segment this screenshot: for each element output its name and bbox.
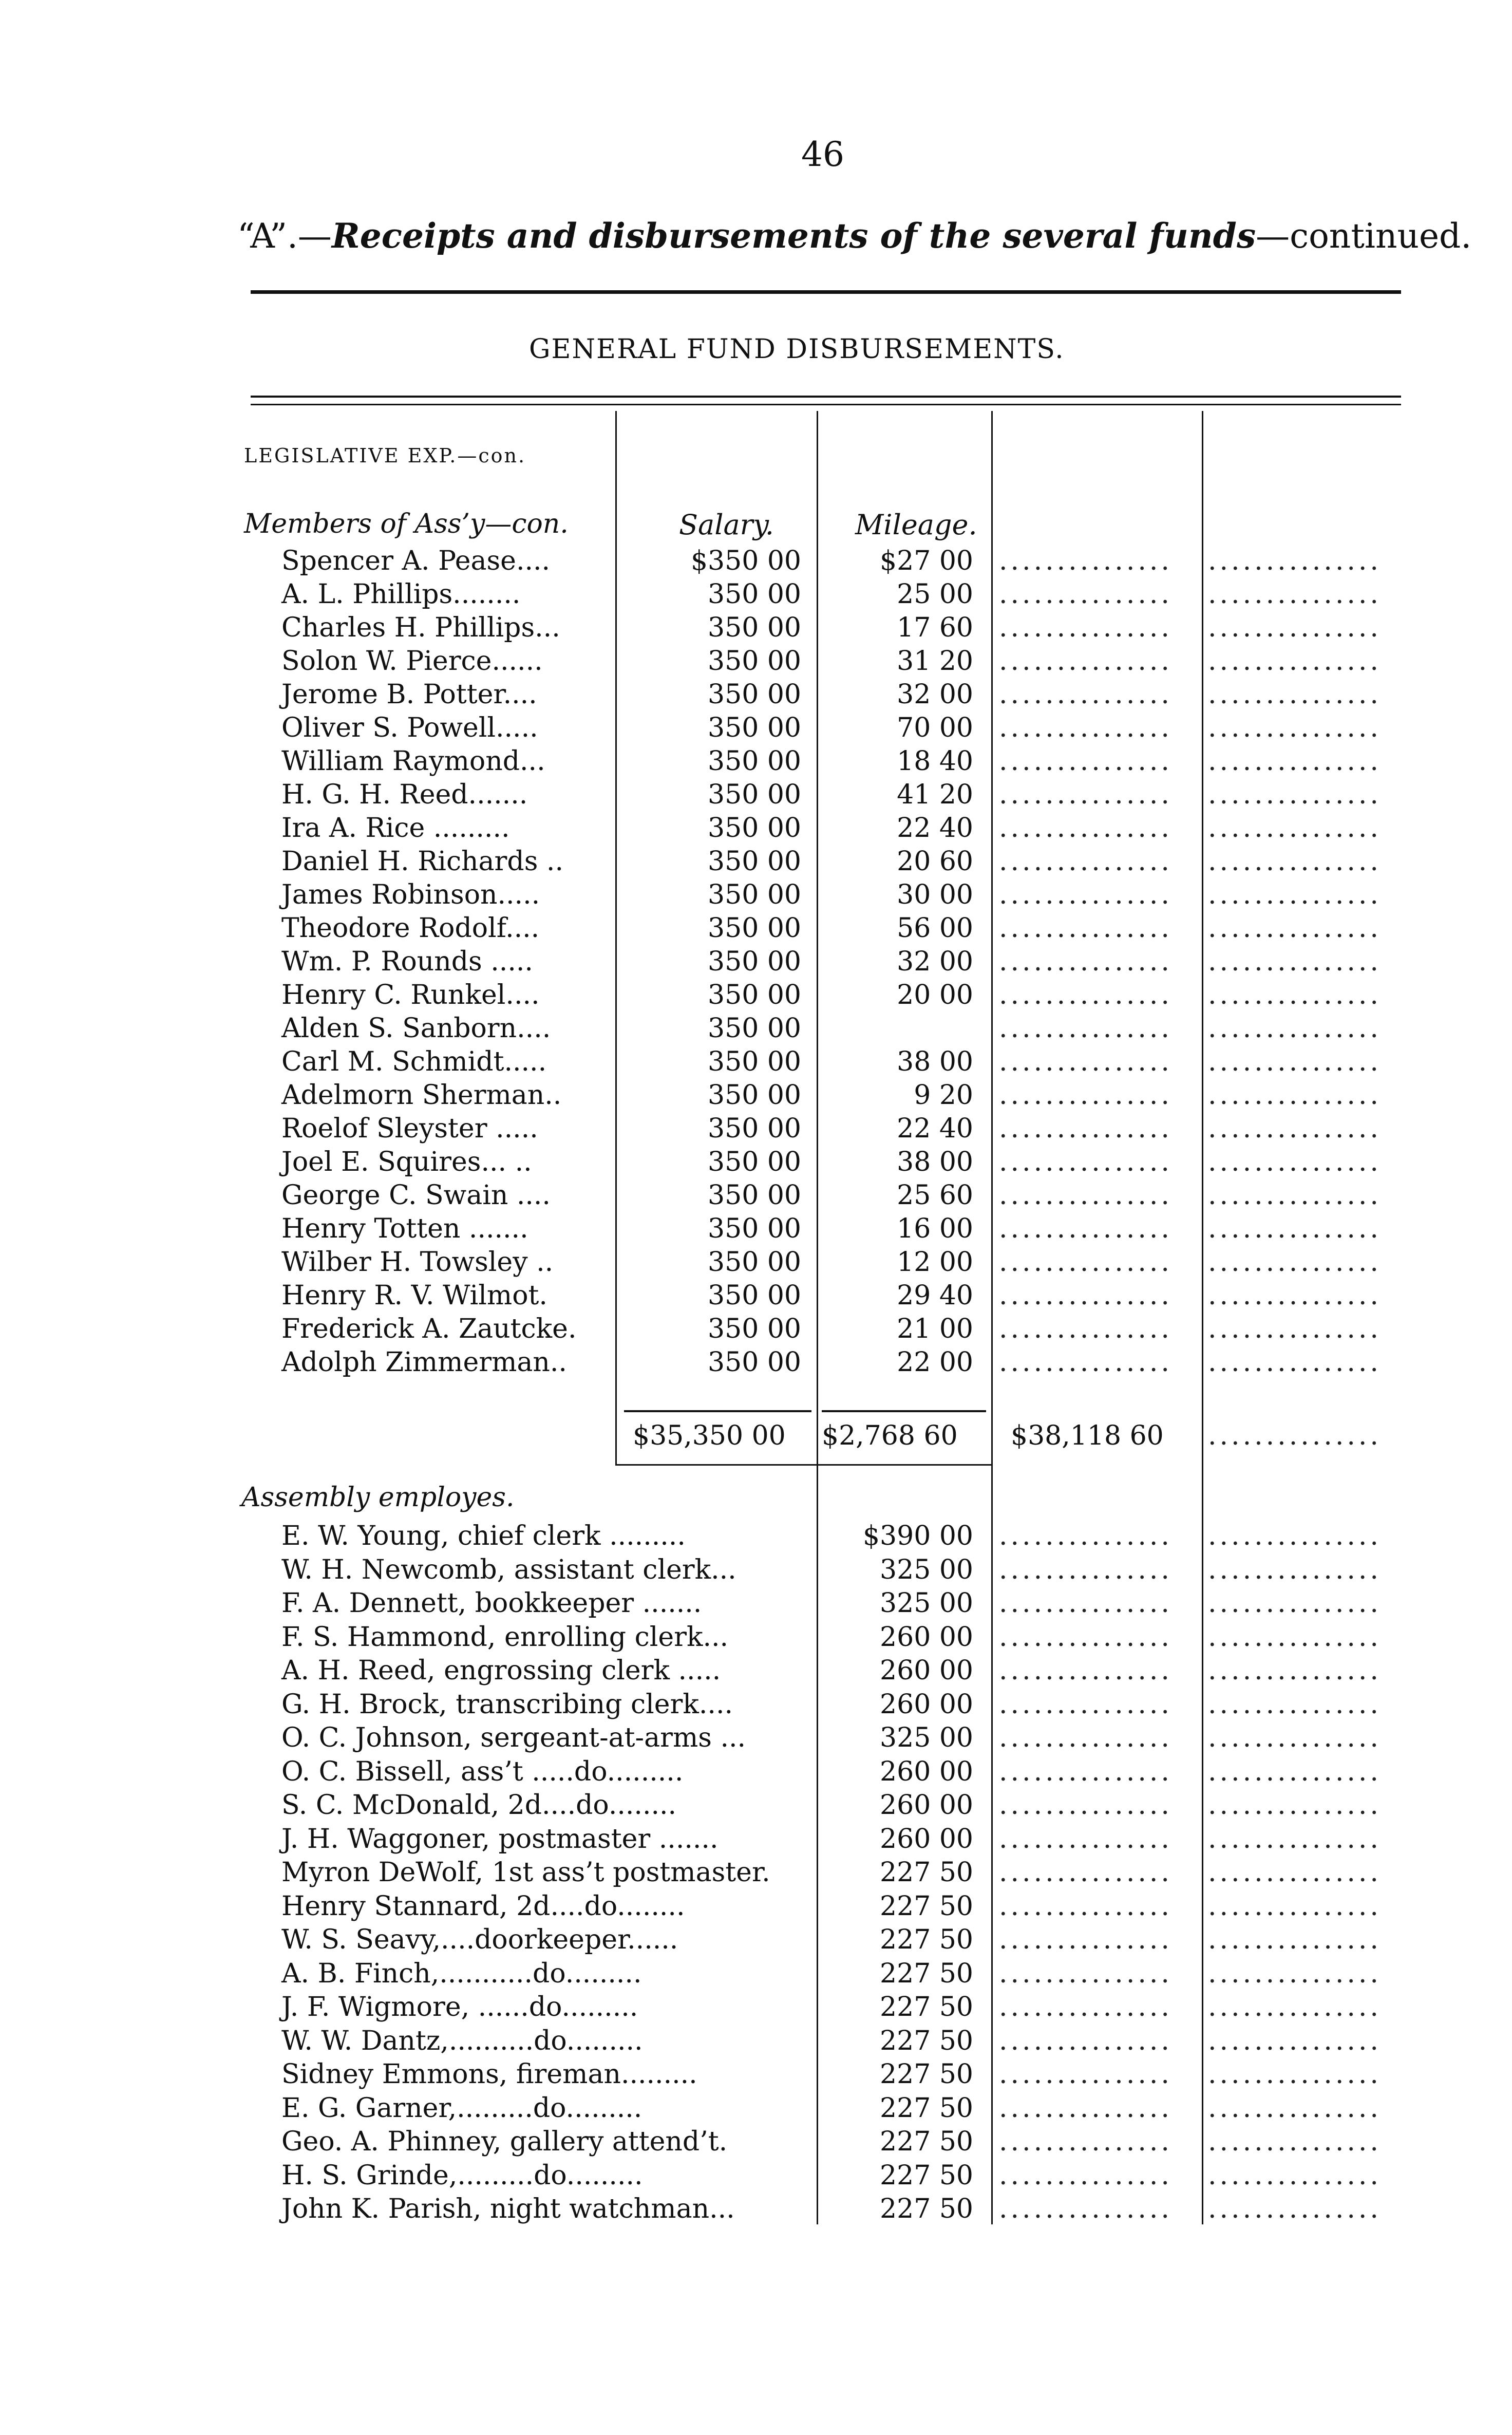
member-mileage: 9 20 xyxy=(914,1080,973,1111)
member-name: A. L. Phillips........ xyxy=(281,579,521,610)
member-name: Carl M. Schmidt..... xyxy=(281,1046,547,1077)
leader-dots: ............... xyxy=(1208,1655,1382,1686)
member-salary: 350 00 xyxy=(708,1247,801,1278)
leader-dots: ............... xyxy=(1208,646,1382,677)
leader-dots: ............... xyxy=(999,1213,1173,1244)
leader-dots: ............... xyxy=(999,1280,1173,1311)
page-number: 46 xyxy=(801,135,844,174)
employee-name: S. C. McDonald, 2d....do........ xyxy=(281,1790,677,1821)
member-name: Spencer A. Pease.... xyxy=(281,546,551,576)
leader-dots: ............... xyxy=(1208,1790,1382,1821)
member-mileage: 12 00 xyxy=(897,1247,973,1278)
member-name: George C. Swain .... xyxy=(281,1180,551,1211)
member-name: H. G. H. Reed....... xyxy=(281,779,528,810)
employee-name: J. H. Waggoner, postmaster ....... xyxy=(281,1824,719,1855)
employee-amount: 227 50 xyxy=(880,2059,973,2090)
leader-dots: ............... xyxy=(999,1588,1173,1619)
member-salary: $350 00 xyxy=(690,546,801,576)
member-mileage: 22 40 xyxy=(897,813,973,844)
leader-dots: ............... xyxy=(1208,1180,1382,1211)
member-salary: 350 00 xyxy=(708,1280,801,1311)
member-mileage: $27 00 xyxy=(880,546,973,576)
employee-amount: 260 00 xyxy=(880,1622,973,1653)
leader-dots: ............... xyxy=(1208,1722,1382,1753)
employee-name: F. A. Dennett, bookkeeper ....... xyxy=(281,1588,702,1619)
section-rule-top xyxy=(251,396,1401,398)
leader-dots: ............... xyxy=(1208,546,1382,576)
leader-dots: ............... xyxy=(999,612,1173,643)
leader-dots: ............... xyxy=(1208,1280,1382,1311)
member-salary: 350 00 xyxy=(708,913,801,944)
employee-name: Henry Stannard, 2d....do........ xyxy=(281,1891,685,1922)
leader-dots: ............... xyxy=(999,2026,1173,2056)
member-mileage: 32 00 xyxy=(897,679,973,710)
member-salary: 350 00 xyxy=(708,1113,801,1144)
employee-name: J. F. Wigmore, ......do......... xyxy=(281,1992,638,2022)
leader-dots: ............... xyxy=(999,1857,1173,1888)
section-title: GENERAL FUND DISBURSEMENTS. xyxy=(529,334,1065,365)
employee-amount: 260 00 xyxy=(880,1655,973,1686)
leader-dots: ............... xyxy=(1208,713,1382,743)
leader-dots: ............... xyxy=(1208,1013,1382,1044)
employee-amount: 227 50 xyxy=(880,1891,973,1922)
employee-name: A. B. Finch,...........do......... xyxy=(281,1958,642,1989)
leader-dots: ............... xyxy=(999,1958,1173,1989)
column-rule-1 xyxy=(615,411,617,1464)
member-name: Roelof Sleyster ..... xyxy=(281,1113,538,1144)
total-leader-dots: ............... xyxy=(1208,1420,1382,1451)
leader-dots: ............... xyxy=(999,1622,1173,1653)
employee-name: A. H. Reed, engrossing clerk ..... xyxy=(281,1655,721,1686)
leader-dots: ............... xyxy=(1208,1247,1382,1278)
member-salary: 350 00 xyxy=(708,1314,801,1344)
leader-dots: ............... xyxy=(999,2059,1173,2090)
member-mileage: 56 00 xyxy=(897,913,973,944)
member-name: Daniel H. Richards .. xyxy=(281,846,563,877)
member-salary: 350 00 xyxy=(708,1013,801,1044)
leader-dots: ............... xyxy=(1208,679,1382,710)
leader-dots: ............... xyxy=(999,1180,1173,1211)
member-name: Theodore Rodolf.... xyxy=(281,913,540,944)
leader-dots: ............... xyxy=(1208,746,1382,777)
leader-dots: ............... xyxy=(1208,1689,1382,1720)
employee-name: E. G. Garner,.........do......... xyxy=(281,2093,642,2124)
running-title xyxy=(237,216,1471,256)
leader-dots: ............... xyxy=(999,1722,1173,1753)
column-rule-2 xyxy=(817,411,818,2224)
member-salary: 350 00 xyxy=(708,1213,801,1244)
member-mileage: 25 60 xyxy=(897,1180,973,1211)
leader-dots: ............... xyxy=(999,1554,1173,1585)
leader-dots: ............... xyxy=(999,1113,1173,1144)
member-salary: 350 00 xyxy=(708,646,801,677)
employee-amount: 227 50 xyxy=(880,1958,973,1989)
leader-dots: ............... xyxy=(999,1891,1173,1922)
leader-dots: ............... xyxy=(1208,980,1382,1010)
member-mileage: 16 00 xyxy=(897,1213,973,1244)
member-mileage: 20 60 xyxy=(897,846,973,877)
leader-dots: ............... xyxy=(999,1013,1173,1044)
member-mileage: 22 40 xyxy=(897,1113,973,1144)
salary-total-rule xyxy=(624,1410,811,1412)
member-name: Charles H. Phillips... xyxy=(281,612,560,643)
employees-label: Assembly employes. xyxy=(241,1482,515,1513)
leader-dots: ............... xyxy=(1208,1314,1382,1344)
member-salary: 350 00 xyxy=(708,946,801,977)
employee-amount: 260 00 xyxy=(880,1689,973,1720)
member-name: Henry C. Runkel.... xyxy=(281,980,540,1010)
column-rule-3 xyxy=(991,411,993,2224)
sub-heading: LEGISLATIVE EXP.—con. xyxy=(244,444,526,467)
employee-name: Sidney Emmons, fireman......... xyxy=(281,2059,697,2090)
employee-amount: 227 50 xyxy=(880,2026,973,2056)
leader-dots: ............... xyxy=(999,1924,1173,1955)
leader-dots: ............... xyxy=(1208,1588,1382,1619)
member-salary: 350 00 xyxy=(708,679,801,710)
member-name: Oliver S. Powell..... xyxy=(281,713,538,743)
mileage-total: $2,768 60 xyxy=(822,1420,958,1451)
leader-dots: ............... xyxy=(1208,779,1382,810)
leader-dots: ............... xyxy=(999,1824,1173,1855)
title-suffix: —continued. xyxy=(1256,216,1472,256)
leader-dots: ............... xyxy=(1208,1891,1382,1922)
leader-dots: ............... xyxy=(999,2160,1173,2191)
member-mileage: 30 00 xyxy=(897,879,973,910)
member-mileage: 70 00 xyxy=(897,713,973,743)
member-name: Adelmorn Sherman.. xyxy=(281,1080,562,1111)
employee-name: O. C. Bissell, ass’t .....do......... xyxy=(281,1756,684,1787)
member-mileage: 29 40 xyxy=(897,1280,973,1311)
employee-amount: 227 50 xyxy=(880,2093,973,2124)
leader-dots: ............... xyxy=(999,579,1173,610)
leader-dots: ............... xyxy=(999,1992,1173,2022)
member-name: William Raymond... xyxy=(281,746,545,777)
leader-dots: ............... xyxy=(1208,1521,1382,1551)
leader-dots: ............... xyxy=(999,946,1173,977)
leader-dots: ............... xyxy=(1208,1213,1382,1244)
leader-dots: ............... xyxy=(1208,2093,1382,2124)
combined-total: $38,118 60 xyxy=(1011,1420,1164,1451)
employee-name: W. W. Dantz,..........do......... xyxy=(281,2026,643,2056)
leader-dots: ............... xyxy=(1208,913,1382,944)
leader-dots: ............... xyxy=(999,1347,1173,1378)
section-rule-bottom xyxy=(251,404,1401,405)
member-mileage: 18 40 xyxy=(897,746,973,777)
employee-amount: 227 50 xyxy=(880,1992,973,2022)
mileage-header: Mileage. xyxy=(855,509,977,541)
column-rule-4 xyxy=(1202,411,1203,2224)
member-salary: 350 00 xyxy=(708,846,801,877)
employee-amount: 325 00 xyxy=(880,1588,973,1619)
member-name: Wilber H. Towsley .. xyxy=(281,1247,554,1278)
employee-name: Myron DeWolf, 1st ass’t postmaster. xyxy=(281,1857,770,1888)
title-italic: Receipts and disbursements of the several funds xyxy=(331,216,1256,256)
leader-dots: ............... xyxy=(1208,2026,1382,2056)
leader-dots: ............... xyxy=(999,813,1173,844)
employee-name: Geo. A. Phinney, gallery attend’t. xyxy=(281,2126,728,2157)
leader-dots: ............... xyxy=(1208,1554,1382,1585)
member-salary: 350 00 xyxy=(708,1347,801,1378)
member-mileage: 38 00 xyxy=(897,1147,973,1177)
leader-dots: ............... xyxy=(999,1521,1173,1551)
leader-dots: ............... xyxy=(1208,1824,1382,1855)
leader-dots: ............... xyxy=(1208,813,1382,844)
member-name: Henry R. V. Wilmot. xyxy=(281,1280,547,1311)
title-prefix: “A”.— xyxy=(237,216,332,256)
leader-dots: ............... xyxy=(1208,946,1382,977)
title-rule xyxy=(251,290,1401,294)
leader-dots: ............... xyxy=(1208,1857,1382,1888)
employee-amount: 260 00 xyxy=(880,1790,973,1821)
member-salary: 350 00 xyxy=(708,612,801,643)
leader-dots: ............... xyxy=(1208,1147,1382,1177)
employee-name: W. H. Newcomb, assistant clerk... xyxy=(281,1554,736,1585)
member-salary: 350 00 xyxy=(708,779,801,810)
member-mileage: 32 00 xyxy=(897,946,973,977)
employee-amount: 325 00 xyxy=(880,1722,973,1753)
member-name: Jerome B. Potter.... xyxy=(281,679,537,710)
leader-dots: ............... xyxy=(999,2126,1173,2157)
member-mileage: 17 60 xyxy=(897,612,973,643)
leader-dots: ............... xyxy=(999,1655,1173,1686)
employee-name: O. C. Johnson, sergeant-at-arms ... xyxy=(281,1722,746,1753)
member-mileage: 21 00 xyxy=(897,1314,973,1344)
leader-dots: ............... xyxy=(1208,2160,1382,2191)
member-salary: 350 00 xyxy=(708,1180,801,1211)
leader-dots: ............... xyxy=(1208,2194,1382,2224)
employee-amount: 227 50 xyxy=(880,2160,973,2191)
member-salary: 350 00 xyxy=(708,746,801,777)
leader-dots: ............... xyxy=(1208,1080,1382,1111)
leader-dots: ............... xyxy=(1208,1347,1382,1378)
leader-dots: ............... xyxy=(999,746,1173,777)
leader-dots: ............... xyxy=(999,1080,1173,1111)
employee-amount: 227 50 xyxy=(880,2194,973,2224)
leader-dots: ............... xyxy=(999,1756,1173,1787)
leader-dots: ............... xyxy=(999,1790,1173,1821)
employee-amount: 260 00 xyxy=(880,1824,973,1855)
members-label: Members of Ass’y—con. xyxy=(244,509,569,539)
leader-dots: ............... xyxy=(999,879,1173,910)
leader-dots: ............... xyxy=(999,913,1173,944)
employee-amount: 227 50 xyxy=(880,1924,973,1955)
member-mileage: 31 20 xyxy=(897,646,973,677)
member-mileage: 20 00 xyxy=(897,980,973,1010)
employee-amount: 227 50 xyxy=(880,1857,973,1888)
leader-dots: ............... xyxy=(1208,1046,1382,1077)
member-name: Adolph Zimmerman.. xyxy=(281,1347,567,1378)
member-name: Henry Totten ....... xyxy=(281,1213,528,1244)
member-name: Ira A. Rice ......... xyxy=(281,813,510,844)
leader-dots: ............... xyxy=(999,646,1173,677)
salary-total: $35,350 00 xyxy=(633,1420,786,1451)
leader-dots: ............... xyxy=(1208,879,1382,910)
member-salary: 350 00 xyxy=(708,1147,801,1177)
employee-name: E. W. Young, chief clerk ......... xyxy=(281,1521,686,1551)
leader-dots: ............... xyxy=(1208,1622,1382,1653)
member-salary: 350 00 xyxy=(708,1046,801,1077)
member-salary: 350 00 xyxy=(708,879,801,910)
leader-dots: ............... xyxy=(1208,1924,1382,1955)
leader-dots: ............... xyxy=(999,546,1173,576)
employee-name: W. S. Seavy,....doorkeeper...... xyxy=(281,1924,678,1955)
leader-dots: ............... xyxy=(1208,1756,1382,1787)
leader-dots: ............... xyxy=(1208,579,1382,610)
leader-dots: ............... xyxy=(999,846,1173,877)
member-mileage: 22 00 xyxy=(897,1347,973,1378)
leader-dots: ............... xyxy=(1208,2059,1382,2090)
employee-amount: 260 00 xyxy=(880,1756,973,1787)
member-mileage: 41 20 xyxy=(897,779,973,810)
leader-dots: ............... xyxy=(1208,2126,1382,2157)
member-mileage: 25 00 xyxy=(897,579,973,610)
employee-name: H. S. Grinde,.........do......... xyxy=(281,2160,643,2191)
leader-dots: ............... xyxy=(999,2093,1173,2124)
leader-dots: ............... xyxy=(999,980,1173,1010)
member-name: James Robinson..... xyxy=(281,879,540,910)
member-name: Frederick A. Zautcke. xyxy=(281,1314,577,1344)
member-salary: 350 00 xyxy=(708,579,801,610)
employee-name: John K. Parish, night watchman... xyxy=(281,2194,735,2224)
section-divider xyxy=(615,1464,993,1466)
leader-dots: ............... xyxy=(999,679,1173,710)
leader-dots: ............... xyxy=(999,1147,1173,1177)
leader-dots: ............... xyxy=(999,2194,1173,2224)
employee-amount: 227 50 xyxy=(880,2126,973,2157)
leader-dots: ............... xyxy=(999,713,1173,743)
member-salary: 350 00 xyxy=(708,980,801,1010)
leader-dots: ............... xyxy=(999,1046,1173,1077)
leader-dots: ............... xyxy=(999,779,1173,810)
member-salary: 350 00 xyxy=(708,1080,801,1111)
member-name: Wm. P. Rounds ..... xyxy=(281,946,533,977)
leader-dots: ............... xyxy=(1208,846,1382,877)
member-salary: 350 00 xyxy=(708,813,801,844)
employee-amount: 325 00 xyxy=(880,1554,973,1585)
member-name: Solon W. Pierce...... xyxy=(281,646,543,677)
leader-dots: ............... xyxy=(1208,1113,1382,1144)
leader-dots: ............... xyxy=(999,1247,1173,1278)
salary-header: Salary. xyxy=(679,509,774,541)
employee-name: F. S. Hammond, enrolling clerk... xyxy=(281,1622,729,1653)
leader-dots: ............... xyxy=(999,1314,1173,1344)
leader-dots: ............... xyxy=(1208,1992,1382,2022)
leader-dots: ............... xyxy=(1208,1958,1382,1989)
mileage-total-rule xyxy=(822,1410,986,1412)
member-salary: 350 00 xyxy=(708,713,801,743)
leader-dots: ............... xyxy=(999,1689,1173,1720)
member-mileage: 38 00 xyxy=(897,1046,973,1077)
employee-amount: $390 00 xyxy=(862,1521,973,1551)
leader-dots: ............... xyxy=(1208,612,1382,643)
member-name: Joel E. Squires... .. xyxy=(281,1147,532,1177)
employee-name: G. H. Brock, transcribing clerk.... xyxy=(281,1689,733,1720)
member-name: Alden S. Sanborn.... xyxy=(281,1013,551,1044)
